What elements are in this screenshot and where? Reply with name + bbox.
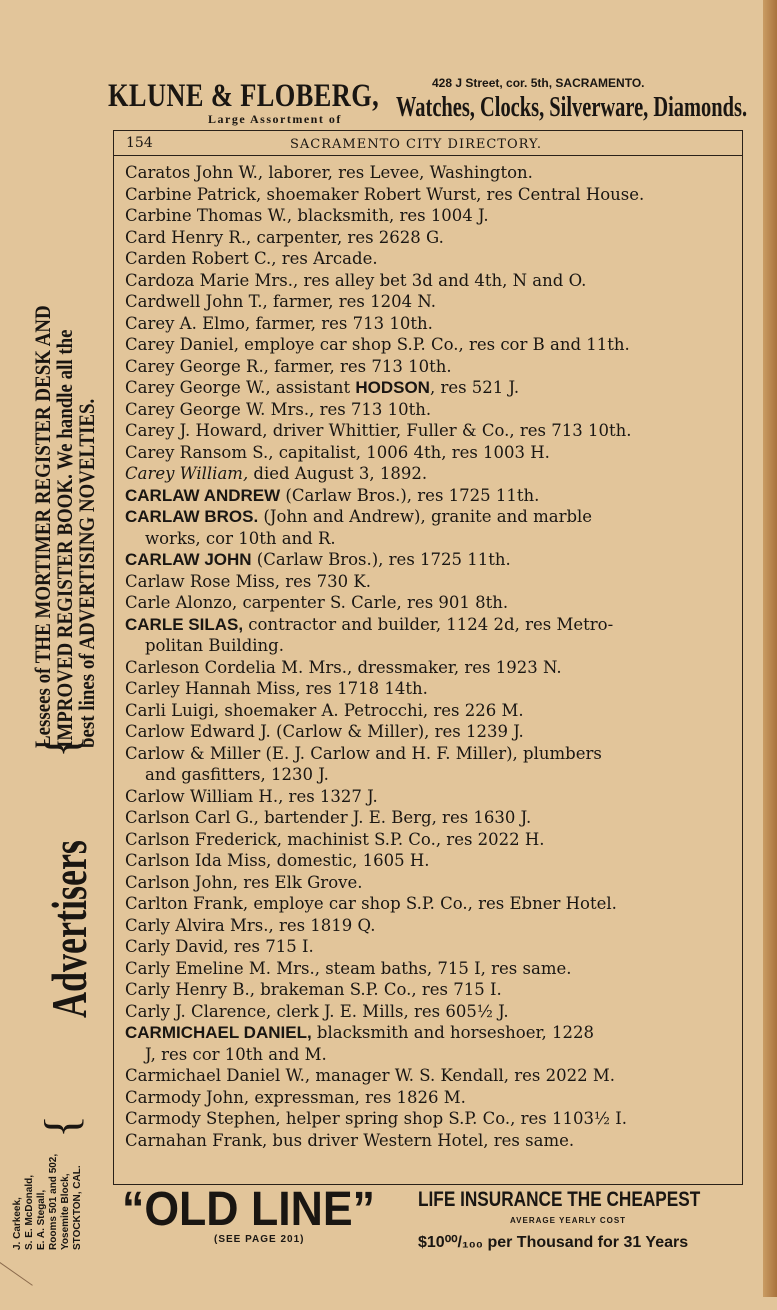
brace-icon: {: [35, 734, 88, 758]
entry-text: Carlow & Miller (E. J. Carlow and H. F. Miller), plumbers: [125, 743, 602, 763]
directory-entry: [125, 205, 737, 227]
entry-text: (Carlaw Bros.), res 1725 11th.: [280, 485, 540, 505]
entry-bold-name: CARMICHAEL DANIEL,: [125, 1023, 312, 1042]
entry-text: Carmody John, expressman, res 1826 M.: [125, 1087, 466, 1107]
entry-text: Carly Henry B., brakeman S.P. Co., res 715 I.: [125, 980, 502, 999]
directory-entry: [125, 248, 737, 270]
entry-text: J, res cor 10th and M.: [145, 1044, 327, 1064]
contact-name-2: S. E. McDonald,: [24, 1174, 35, 1250]
directory-entry: [125, 1065, 737, 1087]
entry-text: Carlow William H., res 1327 J.: [125, 786, 378, 806]
entry-text: blacksmith and horseshoer, 1228: [311, 1023, 595, 1042]
directory-entry: [125, 1022, 737, 1044]
see-page-note: (SEE PAGE 201): [214, 1234, 305, 1245]
entry-text: Carden Robert C., res Arcade.: [125, 249, 378, 268]
entry-text: Carey George R., farmer, res 713 10th.: [125, 356, 452, 376]
corner-mark: [0, 1262, 33, 1310]
advertisement-header: [108, 72, 748, 130]
directory-entry: [125, 313, 737, 335]
directory-entry: [125, 1087, 737, 1109]
directory-entry: [125, 571, 737, 593]
directory-entry: [125, 936, 737, 958]
entry-text: died August 3, 1892.: [248, 464, 428, 483]
entry-text: Carey J. Howard, driver Whittier, Fuller & Co., res 713 10th.: [125, 421, 632, 440]
entry-text: works, cor 10th and R.: [145, 528, 336, 548]
contact-name-3: E. A. Stegall,: [36, 1189, 47, 1250]
entry-text: Carleson Cordelia M. Mrs., dressmaker, res 1923 N.: [125, 657, 562, 677]
directory-entry: [125, 506, 737, 528]
entry-text: Carley Hannah Miss, res 1718 14th.: [125, 679, 428, 698]
running-head: SACRAMENTO CITY DIRECTORY.: [290, 137, 543, 152]
directory-entry: [125, 1108, 737, 1130]
firm-address: 428 J Street, cor. 5th, SACRAMENTO.: [432, 76, 645, 90]
entry-text: Carey Ransom S., capitalist, 1006 4th, res 1003 H.: [125, 442, 550, 462]
directory-entry: [125, 893, 737, 915]
directory-entry: [125, 979, 737, 1001]
entry-continuation: [125, 764, 737, 786]
entry-text: Carey A. Elmo, farmer, res 713 10th.: [125, 313, 433, 333]
directory-entry: [125, 442, 737, 464]
directory-entry: [125, 700, 737, 722]
directory-entry: [125, 162, 737, 184]
sidebar-line-3: best lines of ADVERTISING NOVELTIES.: [74, 398, 99, 748]
directory-entries: [125, 162, 737, 1151]
entry-text: Carly Emeline M. Mrs., steam baths, 715 I, res same.: [125, 958, 572, 978]
entry-text: Carlson Ida Miss, domestic, 1605 H.: [125, 851, 430, 870]
directory-entry: [125, 399, 737, 421]
entry-text: Carli Luigi, shoemaker A. Petrocchi, res 226 M.: [125, 700, 524, 720]
directory-entry: [125, 549, 737, 571]
directory-entry: [125, 334, 737, 356]
life-insurance-tagline: LIFE INSURANCE THE CHEAPEST: [418, 1188, 701, 1211]
entry-text: Carlaw Rose Miss, res 730 K.: [125, 571, 371, 591]
entry-text: Carlton Frank, employe car shop S.P. Co., res Ebner Hotel.: [125, 894, 617, 913]
entry-italic-name: Carey William,: [125, 464, 249, 483]
entry-text: Carnahan Frank, bus driver Western Hotel, res same.: [125, 1130, 575, 1150]
entry-text: Cardwell John T., farmer, res 1204 N.: [125, 292, 436, 311]
rate-text: $10⁰⁰/₁₀₀ per Thousand for 31 Years: [418, 1234, 689, 1251]
directory-entry: [125, 356, 737, 378]
entry-text: Carey George W., assistant: [125, 378, 356, 397]
directory-entry: [125, 872, 737, 894]
directory-entry: [125, 377, 737, 399]
directory-entry: [125, 1001, 737, 1023]
entry-text: Carly Alvira Mrs., res 1819 Q.: [125, 915, 376, 935]
entry-text: Carbine Patrick, shoemaker Robert Wurst, res Central House.: [125, 184, 645, 204]
entry-text: Carey Daniel, employe car shop S.P. Co., res cor B and 11th.: [125, 335, 630, 354]
contact-name-1: J. Carkeek,: [12, 1197, 23, 1250]
entry-text: Cardoza Marie Mrs., res alley bet 3d and 4th, N and O.: [125, 270, 587, 290]
entry-text: Carbine Thomas W., blacksmith, res 1004 J.: [125, 206, 489, 225]
entry-text: Carlson John, res Elk Grove.: [125, 872, 363, 892]
entry-bold-name: CARLAW BROS.: [125, 507, 259, 526]
entry-text: , res 521 J.: [429, 378, 520, 397]
entry-text: Card Henry R., carpenter, res 2628 G.: [125, 227, 444, 247]
contact-block: [12, 1030, 98, 1260]
entry-text: Carly J. Clarence, clerk J. E. Mills, res 605½ J.: [125, 1001, 509, 1021]
directory-entry: [125, 184, 737, 206]
page-edge: [763, 0, 777, 1297]
directory-entry: [125, 721, 737, 743]
directory-entry: [125, 915, 737, 937]
directory-entry: [125, 592, 737, 614]
average-cost-label: AVERAGE YEARLY COST: [510, 1216, 627, 1225]
entry-continuation: [125, 528, 737, 550]
entry-bold-name: CARLAW JOHN: [125, 550, 252, 569]
entry-text: Carmody Stephen, helper spring shop S.P. Co., res 1103½ I.: [125, 1109, 627, 1128]
entry-text: and gasfitters, 1230 J.: [145, 765, 329, 784]
page-number: 154: [126, 135, 153, 151]
entry-bold-name: CARLE SILAS,: [125, 614, 244, 634]
directory-entry: [125, 678, 737, 700]
entry-text: Carlow Edward J. (Carlow & Miller), res 1239 J.: [125, 722, 524, 741]
directory-entry: [125, 829, 737, 851]
entry-continuation: [125, 1044, 737, 1066]
contact-city: STOCKTON, CAL.: [72, 1165, 83, 1250]
entry-text: Carly David, res 715 I.: [125, 937, 314, 956]
entry-text: (Carlaw Bros.), res 1725 11th.: [251, 550, 511, 569]
entry-text: Carlson Frederick, machinist S.P. Co., res 2022 H.: [125, 829, 545, 849]
advertisers-label: Advertisers: [41, 840, 97, 1018]
directory-entry: [125, 614, 737, 636]
sidebar-line-1: Lessees of THE MORTIMER REGISTER DESK AND: [30, 305, 55, 748]
entry-bold-name: CARLAW ANDREW: [125, 485, 281, 505]
firm-subtitle: Large Assortment of: [208, 112, 342, 126]
directory-entry: [125, 786, 737, 808]
entry-text: Caratos John W., laborer, res Levee, Washington.: [125, 163, 533, 182]
entry-text: Carle Alonzo, carpenter S. Carle, res 901 8th.: [125, 593, 509, 612]
directory-entry: [125, 958, 737, 980]
entry-text: politan Building.: [145, 636, 284, 655]
contact-block-name: Yosemite Block,: [60, 1173, 71, 1250]
directory-entry: [125, 807, 737, 829]
firm-name: KLUNE & FLOBERG,: [108, 78, 380, 114]
directory-entry: [125, 743, 737, 765]
brace-icon: {: [35, 1114, 88, 1138]
directory-entry: [125, 1130, 737, 1152]
entry-text: Carey George W. Mrs., res 713 10th.: [125, 399, 432, 419]
directory-entry: [125, 657, 737, 679]
entry-text: Carmichael Daniel W., manager W. S. Kendall, res 2022 M.: [125, 1066, 615, 1085]
old-line-title: “OLD LINE”: [122, 1183, 375, 1236]
directory-entry: [125, 270, 737, 292]
directory-entry: [125, 227, 737, 249]
entry-text: (John and Andrew), granite and marble: [258, 507, 593, 526]
entry-bold-name: HODSON: [355, 378, 430, 397]
directory-entry: [125, 485, 737, 507]
directory-entry: [125, 463, 737, 485]
entry-text: contractor and builder, 1124 2d, res Metro-: [243, 614, 614, 634]
sidebar-line-2: IMPROVED REGISTER BOOK. We handle all the: [52, 329, 77, 748]
directory-entry: [125, 850, 737, 872]
contact-rooms: Rooms 501 and 502,: [48, 1153, 59, 1250]
entry-continuation: [125, 635, 737, 657]
entry-text: Carlson Carl G., bartender J. E. Berg, res 1630 J.: [125, 808, 532, 827]
directory-entry: [125, 291, 737, 313]
directory-entry: [125, 420, 737, 442]
footer-advertisement: [118, 1180, 738, 1260]
firm-goods: Watches, Clocks, Silverware, Diamonds.: [396, 92, 748, 123]
